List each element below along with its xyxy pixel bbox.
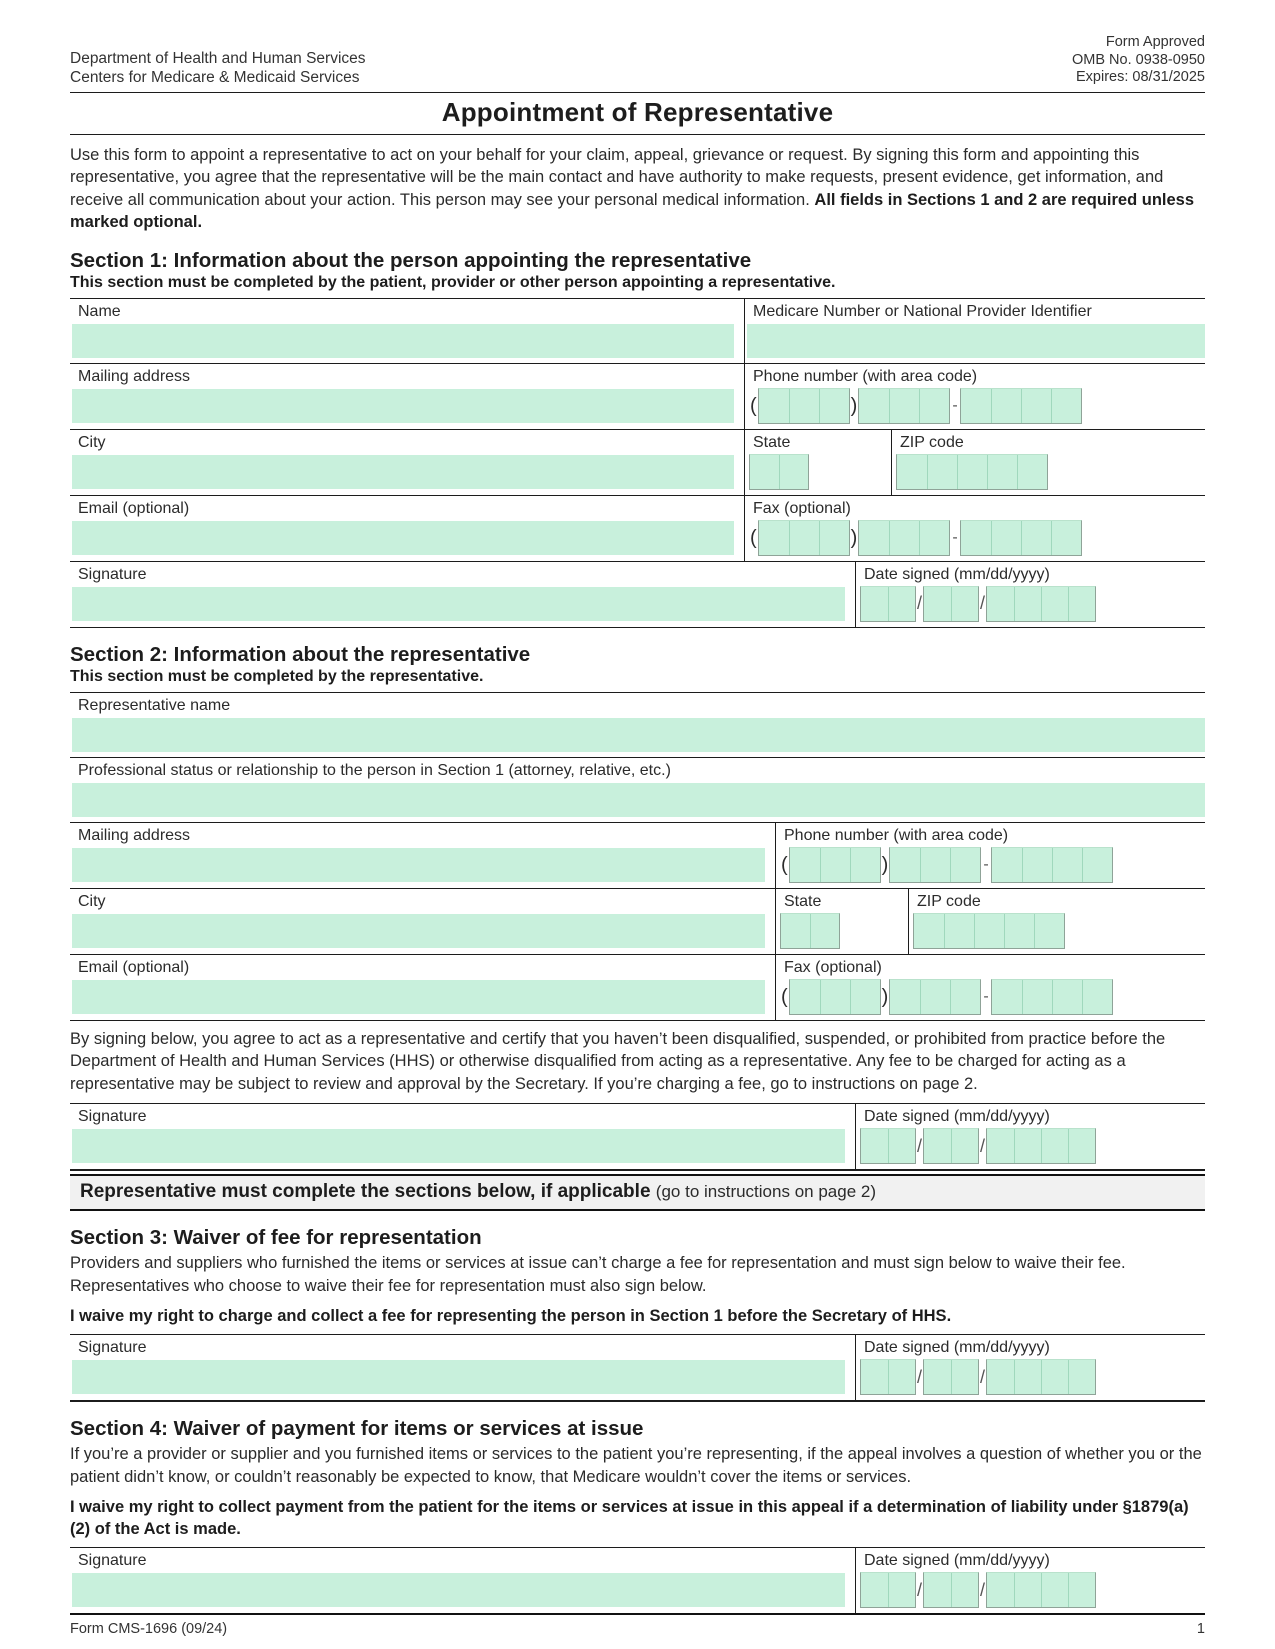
char-cell <box>1082 848 1112 882</box>
city-label: City <box>78 892 106 910</box>
char-cell <box>859 521 889 555</box>
s3-date-mm-input[interactable] <box>860 1359 916 1395</box>
char-cell <box>779 455 808 489</box>
char-cell <box>1051 521 1081 555</box>
fax-dash: - <box>983 987 989 1005</box>
s1-city-input[interactable] <box>72 455 734 489</box>
s2-fax-input[interactable] <box>780 979 1205 1015</box>
s2-date-mm-input[interactable] <box>860 1128 916 1164</box>
char-cell <box>991 389 1021 423</box>
date-slash: / <box>980 1366 986 1387</box>
char-cell <box>991 521 1021 555</box>
char-cell <box>1021 521 1051 555</box>
char-cell <box>987 1360 1014 1394</box>
signature-label: Signature <box>78 565 147 583</box>
char-cell <box>750 455 779 489</box>
s1-email-input[interactable] <box>72 521 734 555</box>
char-cell <box>1052 980 1082 1014</box>
representative-certification-text: By signing below, you agree to act as a representative and certify that you haven’t been disqualified, suspended, or prohibited from practice before the Department of Health and Human Services (HHS) or otherwise disqualified from acting as a representative. Any fee to be charged for acting as a representative may be subject to review and approval by the Secretary. If you’re charging a fee, go to instructions on page 2. <box>70 1029 1166 1093</box>
phone-label: Phone number (with area code) <box>753 367 978 385</box>
fax-dash: - <box>952 528 958 546</box>
s2-professional-status-input[interactable] <box>72 783 1205 817</box>
s3-date-dd-input[interactable] <box>923 1359 979 1395</box>
s2-date-dd-input[interactable] <box>923 1128 979 1164</box>
s2-signature-input[interactable] <box>72 1129 845 1163</box>
page-footer <box>70 1621 1205 1637</box>
char-cell <box>919 521 949 555</box>
char-cell <box>987 455 1017 489</box>
table-row <box>70 1335 1205 1400</box>
s1-fax-prefix-input[interactable] <box>858 520 950 556</box>
s1-name-input[interactable] <box>72 324 734 358</box>
char-cell <box>1041 1129 1068 1163</box>
char-cell <box>810 914 839 948</box>
char-cell <box>1014 587 1041 621</box>
section2-subheading: This section must be completed by the representative. <box>70 667 484 685</box>
s4-date-mm-input[interactable] <box>860 1572 916 1608</box>
section4-heading: Section 4: Waiver of payment for items or services at issue <box>70 1417 644 1440</box>
date-slash: / <box>917 593 923 613</box>
s2-email-input[interactable] <box>72 980 765 1014</box>
table-row <box>70 757 1205 822</box>
s2-phone-area-input[interactable] <box>789 847 881 883</box>
phone-dash: - <box>952 396 958 414</box>
char-cell <box>992 980 1022 1014</box>
char-cell <box>951 1573 978 1607</box>
char-cell <box>919 389 949 423</box>
section4-body-text: If you’re a provider or supplier and you furnished items or services to the patient you’re representing, if the appeal involves a question of whether you or the patient didn’t know, or couldn’t reasonably be expected to know, that Medicare wouldn’t cover the items or services. <box>70 1445 1202 1486</box>
char-cell <box>888 587 915 621</box>
signature-label: Signature <box>78 1108 147 1125</box>
char-cell <box>961 389 991 423</box>
s2-phone-input[interactable] <box>780 847 1205 883</box>
form-approved-text: Form Approved <box>1105 34 1205 50</box>
char-cell <box>987 587 1014 621</box>
char-cell <box>820 980 850 1014</box>
s1-fax-input[interactable] <box>749 520 1205 556</box>
char-cell <box>819 389 849 423</box>
paren-close: ) <box>850 394 858 417</box>
s1-medicare-input[interactable] <box>747 324 1205 358</box>
signature-label: Signature <box>78 1339 147 1356</box>
s2-fax-area-input[interactable] <box>789 979 881 1015</box>
s1-phone-prefix-input[interactable] <box>858 388 950 424</box>
state-label: State <box>753 433 791 451</box>
paren-open: ( <box>750 394 757 417</box>
char-cell <box>1014 1129 1041 1163</box>
date-signed-label: Date signed (mm/dd/yyyy) <box>864 1552 1050 1569</box>
section3-waiver-statement: I waive my right to charge and collect a fee for representing the person in Section 1 before the Secretary of HHS. <box>70 1307 952 1325</box>
paren-open: ( <box>781 853 788 876</box>
char-cell <box>861 587 888 621</box>
char-cell <box>1068 1129 1095 1163</box>
date-slash: / <box>917 1135 923 1156</box>
char-cell <box>888 1129 915 1163</box>
char-cell <box>759 389 789 423</box>
omb-number: OMB No. 0938-0950 <box>1072 51 1205 68</box>
paren-open: ( <box>781 985 788 1008</box>
s2-zip-input[interactable] <box>913 913 1065 949</box>
char-cell <box>1022 848 1052 882</box>
char-cell <box>951 587 978 621</box>
date-slash: / <box>917 1579 923 1600</box>
professional-status-label: Professional status or relationship to the person in Section 1 (attorney, relative, etc.) <box>78 761 671 779</box>
char-cell <box>1004 914 1034 948</box>
s2-city-input[interactable] <box>72 914 765 948</box>
section3-signature-table <box>70 1334 1205 1402</box>
char-cell <box>961 521 991 555</box>
section1-table <box>70 298 1205 628</box>
section1-heading: Section 1: Information about the person appointing the representative <box>70 248 752 272</box>
table-row <box>70 888 1205 954</box>
medicare-npi-label: Medicare Number or National Provider Identifier <box>753 302 1092 320</box>
s2-representative-name-input[interactable] <box>72 718 1205 752</box>
section1-subheading: This section must be completed by the patient, provider or other person appointing a representative. <box>70 273 836 291</box>
s4-signature-input[interactable] <box>72 1573 845 1607</box>
table-row <box>70 429 1205 495</box>
section2-heading: Section 2: Information about the representative <box>70 642 531 666</box>
intro-paragraph <box>70 144 1205 234</box>
s3-date-signed-input[interactable] <box>860 1359 1205 1395</box>
s1-phone-input[interactable] <box>749 388 1205 424</box>
phone-dash: - <box>983 855 989 873</box>
s2-date-signed-input[interactable] <box>860 1128 1205 1164</box>
char-cell <box>790 980 820 1014</box>
section4-waiver-statement: I waive my right to collect payment from the patient for the items or services at issue in this appeal if a determination of liability under §1879(a)(2) of the Act is made. <box>70 1498 1189 1538</box>
char-cell <box>951 1129 978 1163</box>
char-cell <box>924 587 951 621</box>
char-cell <box>920 980 950 1014</box>
section3-heading: Section 3: Waiver of fee for representation <box>70 1226 482 1249</box>
s2-fax-prefix-input[interactable] <box>889 979 981 1015</box>
char-cell <box>759 521 789 555</box>
char-cell <box>1021 389 1051 423</box>
s1-fax-area-input[interactable] <box>758 520 850 556</box>
char-cell <box>861 1573 888 1607</box>
char-cell <box>987 1573 1014 1607</box>
char-cell <box>889 521 919 555</box>
s1-phone-line-input[interactable] <box>960 388 1082 424</box>
intro-text: Use this form to appoint a representative to act on your behalf for your claim, appeal, grievance or request. By signing this form and appointing this representative, you agree that the representative will be the main contact and have authority to make requests, present evidence, get information, and receive all communication about your action. This person may see your personal medical information. <box>70 145 1164 209</box>
char-cell <box>820 848 850 882</box>
phone-label: Phone number (with area code) <box>784 826 1009 844</box>
representative-name-label: Representative name <box>78 696 231 714</box>
fax-label: Fax (optional) <box>753 499 851 517</box>
paren-close: ) <box>881 985 889 1008</box>
date-slash: / <box>980 1579 986 1600</box>
s3-date-yyyy-input[interactable] <box>986 1359 1096 1395</box>
char-cell <box>888 1573 915 1607</box>
char-cell <box>790 848 820 882</box>
email-label: Email (optional) <box>78 958 190 976</box>
char-cell <box>957 455 987 489</box>
char-cell <box>974 914 1004 948</box>
char-cell <box>850 980 880 1014</box>
fax-label: Fax (optional) <box>784 958 882 976</box>
section4-signature-table <box>70 1547 1205 1615</box>
char-cell <box>944 914 974 948</box>
form-number: Form CMS-1696 (09/24) <box>70 1621 228 1637</box>
char-cell <box>890 848 920 882</box>
char-cell <box>819 521 849 555</box>
section3-body-text: Providers and suppliers who furnished the items or services at issue can’t charge a fee for representation and must sign below to waive their fee. Representatives who choose to waive their fee for representation must also sign below. <box>70 1254 1126 1295</box>
city-label: City <box>78 433 106 451</box>
char-cell <box>1041 1360 1068 1394</box>
form-header <box>70 34 1205 92</box>
table-row <box>70 692 1205 757</box>
char-cell <box>987 1129 1014 1163</box>
char-cell <box>1034 914 1064 948</box>
char-cell <box>1068 1360 1095 1394</box>
signature-label: Signature <box>78 1552 147 1569</box>
char-cell <box>1051 389 1081 423</box>
s1-zip-input[interactable] <box>896 454 1048 490</box>
s4-date-yyyy-input[interactable] <box>986 1572 1096 1608</box>
form-title: Appointment of Representative <box>70 92 1205 135</box>
char-cell <box>1068 1573 1095 1607</box>
char-cell <box>861 1360 888 1394</box>
char-cell <box>889 389 919 423</box>
char-cell <box>1017 455 1047 489</box>
char-cell <box>924 1360 951 1394</box>
char-cell <box>859 389 889 423</box>
date-slash: / <box>980 1135 986 1156</box>
section2-signature-table <box>70 1103 1205 1171</box>
s1-date-yyyy-input[interactable] <box>986 586 1096 622</box>
table-row <box>70 298 1205 363</box>
s3-signature-input[interactable] <box>72 1360 845 1394</box>
char-cell <box>1022 980 1052 1014</box>
s1-date-signed-input[interactable] <box>860 586 1205 622</box>
table-row <box>70 561 1205 627</box>
applicable-sections-banner <box>70 1174 1205 1211</box>
char-cell <box>1082 980 1112 1014</box>
char-cell <box>1014 1360 1041 1394</box>
paren-close: ) <box>850 526 858 549</box>
s2-phone-line-input[interactable] <box>991 847 1113 883</box>
banner-note-text: (go to instructions on page 2) <box>655 1182 876 1201</box>
char-cell <box>781 914 810 948</box>
char-cell <box>1052 848 1082 882</box>
banner-bold-text: Representative must complete the sections below, if applicable <box>80 1181 651 1202</box>
char-cell <box>920 848 950 882</box>
char-cell <box>850 848 880 882</box>
char-cell <box>924 1129 951 1163</box>
char-cell <box>992 848 1022 882</box>
email-label: Email (optional) <box>78 499 190 517</box>
char-cell <box>1041 1573 1068 1607</box>
date-slash: / <box>917 1366 923 1387</box>
s2-fax-line-input[interactable] <box>991 979 1113 1015</box>
char-cell <box>951 1360 978 1394</box>
char-cell <box>888 1360 915 1394</box>
char-cell <box>924 1573 951 1607</box>
date-signed-label: Date signed (mm/dd/yyyy) <box>864 1108 1050 1125</box>
char-cell <box>1041 587 1068 621</box>
paren-close: ) <box>881 853 889 876</box>
date-slash: / <box>980 593 986 613</box>
date-signed-label: Date signed (mm/dd/yyyy) <box>864 1339 1050 1356</box>
table-row <box>70 1104 1205 1169</box>
table-row <box>70 363 1205 429</box>
table-row <box>70 954 1205 1020</box>
char-cell <box>1068 587 1095 621</box>
char-cell <box>789 521 819 555</box>
s2-phone-prefix-input[interactable] <box>889 847 981 883</box>
name-label: Name <box>78 302 121 320</box>
s4-date-dd-input[interactable] <box>923 1572 979 1608</box>
char-cell <box>950 848 980 882</box>
table-row <box>70 495 1205 561</box>
s1-signature-input[interactable] <box>72 587 845 621</box>
expires-date: Expires: 08/31/2025 <box>1076 69 1205 85</box>
mailing-address-label: Mailing address <box>78 826 191 844</box>
table-row <box>70 1548 1205 1613</box>
agency-line-1: Department of Health and Human Services <box>70 49 366 67</box>
zip-label: ZIP code <box>917 892 981 910</box>
paren-open: ( <box>750 526 757 549</box>
s2-date-yyyy-input[interactable] <box>986 1128 1096 1164</box>
mailing-address-label: Mailing address <box>78 367 191 385</box>
s2-state-input[interactable] <box>780 913 840 949</box>
s1-mailing-input[interactable] <box>72 389 734 423</box>
date-signed-label: Date signed (mm/dd/yyyy) <box>864 565 1050 583</box>
char-cell <box>1014 1573 1041 1607</box>
char-cell <box>897 455 927 489</box>
char-cell <box>789 389 819 423</box>
char-cell <box>950 980 980 1014</box>
table-row <box>70 822 1205 888</box>
section2-table <box>70 692 1205 1021</box>
s1-date-mm-input[interactable] <box>860 586 916 622</box>
s1-phone-area-input[interactable] <box>758 388 850 424</box>
page-number: 1 <box>1196 1621 1205 1637</box>
s1-fax-line-input[interactable] <box>960 520 1082 556</box>
s1-state-input[interactable] <box>749 454 809 490</box>
char-cell <box>861 1129 888 1163</box>
s2-mailing-input[interactable] <box>72 848 765 882</box>
char-cell <box>890 980 920 1014</box>
state-label: State <box>784 892 822 910</box>
char-cell <box>927 455 957 489</box>
intro-bold-text: All fields in Sections 1 and 2 are required unless marked optional. <box>70 190 1195 231</box>
agency-line-2: Centers for Medicare & Medicaid Services <box>70 68 360 86</box>
s1-date-dd-input[interactable] <box>923 586 979 622</box>
zip-label: ZIP code <box>900 433 964 451</box>
s4-date-signed-input[interactable] <box>860 1572 1205 1608</box>
char-cell <box>914 914 944 948</box>
